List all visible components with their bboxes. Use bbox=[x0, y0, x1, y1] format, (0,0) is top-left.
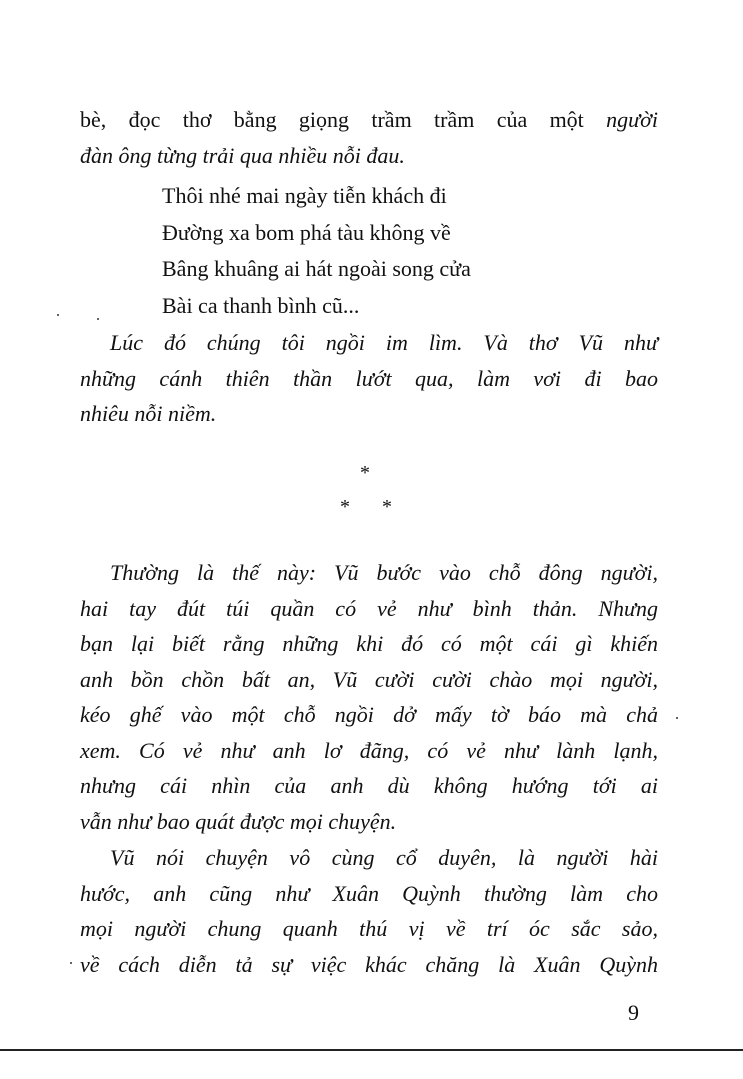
text-line: về cách diễn tả sự việc khác chăng là Xuân Quỳnh bbox=[80, 951, 658, 977]
paragraph-reflection bbox=[80, 325, 658, 432]
text-line: hai tay đút túi quần có vẻ như bình thản. Nhưng bbox=[80, 595, 658, 621]
text-line bbox=[80, 102, 658, 138]
poem-stanza bbox=[162, 178, 471, 324]
text-line: Thường là thế này: Vũ bước vào chỗ đông người, bbox=[110, 560, 658, 585]
text-line: hước, anh cũng như Xuân Quỳnh thường làm cho bbox=[80, 880, 658, 906]
text-line: nhiêu nỗi niềm. bbox=[80, 401, 217, 426]
section-separator-asterisk: * bbox=[382, 496, 392, 518]
page-number: 9 bbox=[628, 1000, 639, 1025]
text-line: kéo ghế vào một chỗ ngồi dở mấy tờ báo mà chả bbox=[80, 702, 658, 727]
paragraph-intro bbox=[80, 102, 658, 173]
scan-speck bbox=[97, 318, 99, 320]
poem-line: Bâng khuâng ai hát ngoài song cửa bbox=[162, 256, 471, 281]
text-line: nhưng cái nhìn của anh dù không hướng tới ai bbox=[80, 773, 658, 798]
page-bottom-edge bbox=[0, 1049, 743, 1051]
text-line: vẫn như bao quát được mọi chuyện. bbox=[80, 808, 397, 834]
paragraph-description bbox=[80, 555, 658, 839]
section-separator-asterisk: * bbox=[360, 462, 370, 484]
scan-speck bbox=[57, 314, 59, 316]
text-line: bạn lại biết rằng những khi đó có một cái gì khiến bbox=[80, 631, 658, 656]
paragraph-humor bbox=[80, 840, 658, 982]
poem-line: Thôi nhé mai ngày tiễn khách đi bbox=[162, 183, 447, 208]
text-line: anh bồn chồn bất an, Vũ cười cười chào mọi người, bbox=[80, 666, 658, 692]
scan-speck bbox=[70, 962, 72, 964]
text-line: những cánh thiên thần lướt qua, làm vơi đi bao bbox=[80, 365, 658, 391]
text-run: bè, đọc thơ bằng giọng trầm trầm của một bbox=[80, 107, 607, 132]
poem-line: Bài ca thanh bình cũ... bbox=[162, 292, 360, 318]
text-line: mọi người chung quanh thú vị về trí óc sắc sảo, bbox=[80, 916, 658, 941]
italic-text-run: người bbox=[606, 107, 658, 132]
text-line: xem. Có vẻ như anh lơ đãng, có vẻ như lành lạnh, bbox=[80, 737, 658, 763]
scan-speck bbox=[676, 717, 678, 719]
text-line: Lúc đó chúng tôi ngồi im lìm. Và thơ Vũ như bbox=[110, 330, 658, 355]
text-line: đàn ông từng trải qua nhiều nỗi đau. bbox=[80, 142, 405, 168]
poem-line: Đường xa bom phá tàu không về bbox=[162, 219, 451, 245]
section-separator-asterisk: * bbox=[340, 496, 350, 518]
text-line: Vũ nói chuyện vô cùng cổ duyên, là người hài bbox=[110, 845, 658, 870]
